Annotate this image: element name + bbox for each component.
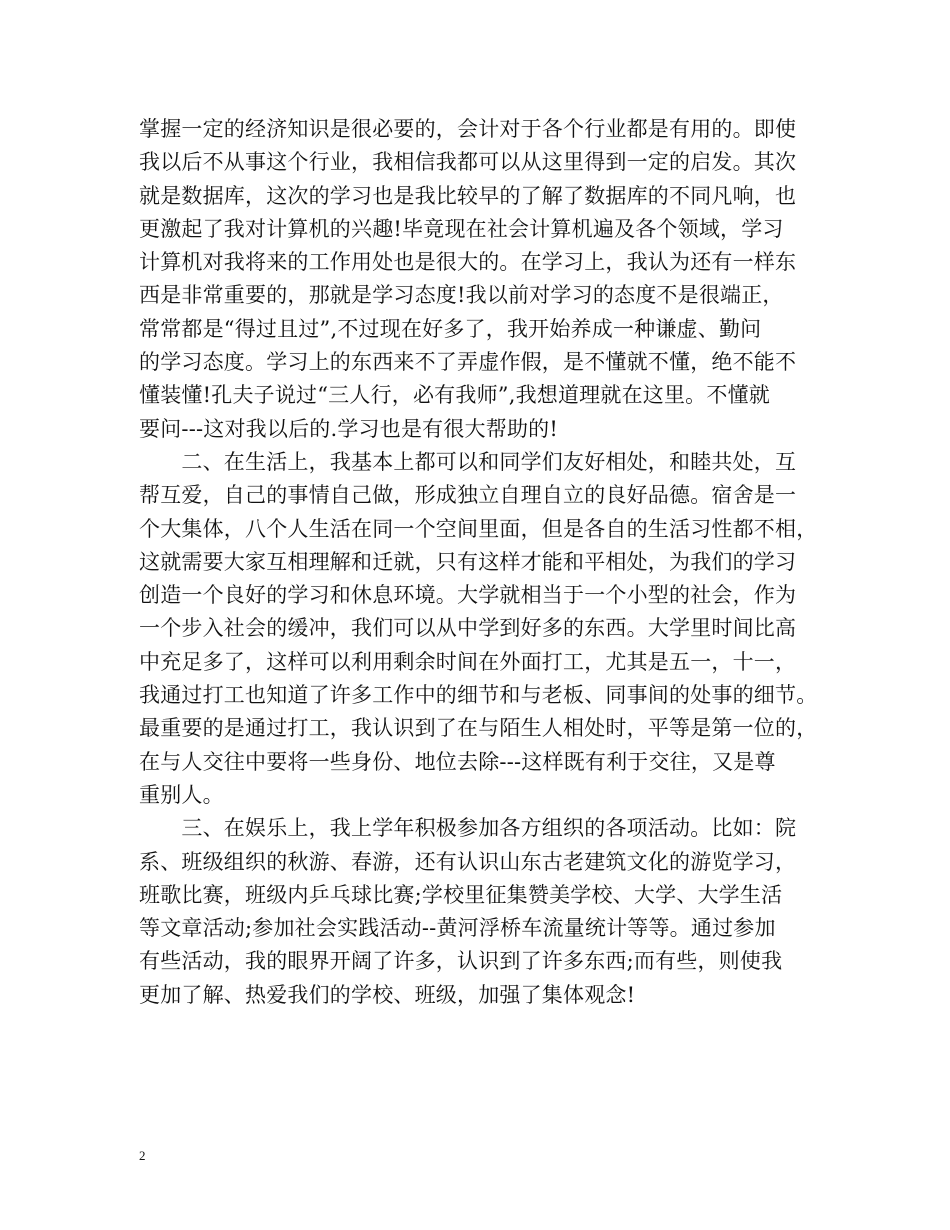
text-line: 掌握一定的经济知识是很必要的，会计对于各个行业都是有用的。即使 <box>139 117 797 141</box>
text-line: 常常都是“得过且过”,不过现在好多了，我开始养成一种谦虚、勤问 <box>139 316 762 341</box>
text-line: 中充足多了，这样可以利用剩余时间在外面打工，尤其是五一，十一， <box>139 649 797 674</box>
text-line: 的学习态度。学习上的东西来不了弄虚作假，是不懂就不懂，绝不能不 <box>139 350 797 375</box>
text-line: 就是数据库，这次的学习也是我比较早的了解了数据库的不同凡响，也 <box>139 183 797 208</box>
text-line: 我通过打工也知道了许多工作中的细节和与老板、同事间的处事的细节。 <box>139 683 818 708</box>
text-line: 要问---这对我以后的.学习也是有很大帮助的! <box>139 416 558 441</box>
text-line: 创造一个良好的学习和休息环境。大学就相当于一个小型的社会，作为 <box>139 583 797 608</box>
page-number: 2 <box>139 1148 146 1163</box>
text-line: 在与人交往中要将一些身份、地位去除---这样既有利于交往，又是尊 <box>139 749 776 774</box>
text-line: 系、班级组织的秋游、春游，还有认识山东古老建筑文化的游览学习， <box>139 849 797 874</box>
text-line: 我以后不从事这个行业，我相信我都可以从这里得到一定的启发。其次 <box>139 150 797 175</box>
text-line: 更激起了我对计算机的兴趣!毕竟现在社会计算机遍及各个领域，学习 <box>139 216 784 241</box>
text-line: 计算机对我将来的工作用处也是很大的。在学习上，我认为还有一样东 <box>139 250 797 275</box>
text-line: 班歌比赛，班级内乒乓球比赛;学校里征集赞美学校、大学、大学生活 <box>139 882 783 907</box>
text-line: 一个步入社会的缓冲，我们可以从中学到好多的东西。大学里时间比高 <box>139 616 797 641</box>
text-line: 懂装懂!孔夫子说过“三人行，必有我师”,我想道理就在这里。不懂就 <box>139 383 770 408</box>
text-line: 重别人。 <box>139 782 224 807</box>
text-line: 等文章活动;参加社会实践活动--黄河浮桥车流量统计等等。通过参加 <box>139 916 776 941</box>
text-line: 这就需要大家互相理解和迁就，只有这样才能和平相处，为我们的学习 <box>139 549 797 574</box>
text-line: 西是非常重要的，那就是学习态度!我以前对学习的态度不是很端正， <box>139 283 784 308</box>
body-text <box>139 113 819 1012</box>
text-line: 帮互爱，自己的事情自己做，形成独立自理自立的良好品德。宿舍是一 <box>139 483 797 508</box>
text-line: 最重要的是通过打工，我认识到了在与陌生人相处时，平等是第一位的， <box>139 716 818 741</box>
text-line: 有些活动，我的眼界开阔了许多，认识到了许多东西;而有些，则使我 <box>139 949 783 974</box>
text-line: 更加了解、热爱我们的学校、班级，加强了集体观念! <box>139 982 636 1007</box>
text-line: 个大集体，八个人生活在同一个空间里面，但是各自的生活习性都不相， <box>139 516 818 541</box>
text-line: 二、在生活上，我基本上都可以和同学们友好相处，和睦共处，互 <box>139 449 797 474</box>
text-line: 三、在娱乐上，我上学年积极参加各方组织的各项活动。比如：院 <box>139 816 797 841</box>
